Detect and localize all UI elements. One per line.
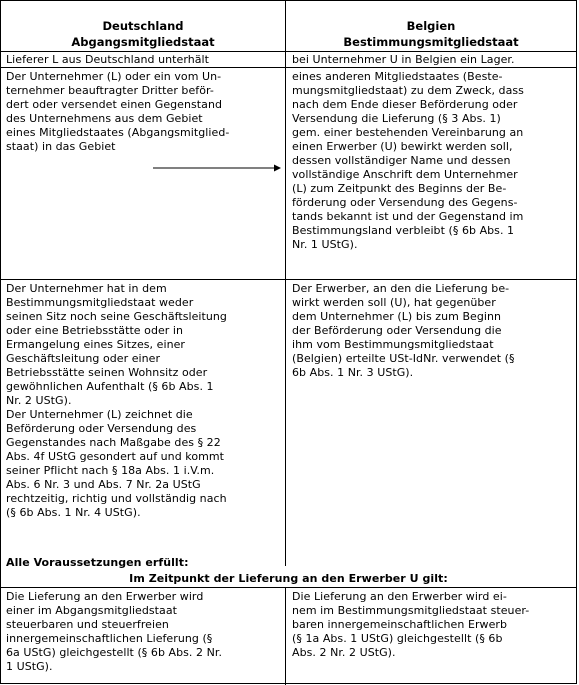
row4-right: Die Lieferung an den Erwerber wird ei- nem im Bestimmungsmitgliedstaat steuer- baren innergemeinschaftlichen Erwerb (§ 1a Abs. 1 UStG) gleichgestellt (§ 6b Abs. 2 Nr. 2 UStG). [292, 590, 530, 659]
conditions-met: Alle Voraussetzungen erfüllt: [6, 556, 189, 569]
row3-left: Der Unternehmer hat in dem Bestimmungsmitgliedstaat weder seinen Sitz noch seine Geschäftsleitung oder eine Betriebsstätte oder in Ermangelung eines Sitzes, einer Geschäftsleitung oder einer Betriebsstätte seinen Wohnsitz oder gewöhnlichen Aufenthalt (§ 6b Abs. 1 Nr. 2 UStG). Der Unternehmer (L) zeichnet die Beförderung oder Versendung des Gegenstandes nach Maßgabe des § 22 Abs. 4f UStG gesondert auf und kommt seiner Pflicht nach § 18a Abs. 1 i.V.m. Abs. 6 Nr. 3 und Abs. 7 Nr. 2a UStG rechtzeitig, richtig und vollständig nach (§ 6b Abs. 1 Nr. 4 UStG). [6, 282, 227, 519]
right-arrow-icon [153, 163, 281, 173]
summary-separator [1, 587, 576, 588]
column-divider-upper [285, 1, 286, 566]
row2-separator [1, 279, 576, 280]
column-divider-lower [285, 587, 286, 685]
row2-left: Der Unternehmer (L) oder ein vom Un- ternehmer beauftragter Dritter beför- dert oder versendet einen Gegenstand des Unternehmens aus dem Gebiet eines Mitgliedstaates (Abgangsmitglied- staat) in das Gebiet [6, 70, 230, 153]
header-right-country: Belgien [406, 19, 456, 33]
row1-left: Lieferer L aus Deutschland unterhält [6, 53, 209, 66]
row1-right: bei Unternehmer U in Belgien ein Lager. [292, 53, 515, 66]
row3-right: Der Erwerber, an den die Lieferung be- wirkt werden soll (U), hat gegenüber dem Unternehmer (L) bis zum Beginn der Beförderung oder Versendung die ihm vom Bestimmungsmitgliedstaat (Belgien) erteilte USt-IdNr. verwendet (§ 6b Abs. 1 Nr. 3 UStG). [292, 282, 515, 379]
row2-right: eines anderen Mitgliedstaates (Beste- mungsmitgliedstaat) zu dem Zweck, dass nach dem Ende dieser Beförderung oder Versendung die Lieferung (§ 3 Abs. 1) gem. einer bestehenden Vereinbarung an einen Erwerber (U) bewirkt werden soll, dessen vollständiger Name und dessen vollständige Anschrift dem Unternehmer (L) zum Zeitpunkt des Beginns der Be- förderung oder Versendung des Gegens- tands bekannt ist und der Gegenstand im Bestimmungsland verbleibt (§ 6b Abs. 1 Nr. 1 UStG). [292, 70, 524, 251]
header-left-country: Deutschland [102, 19, 184, 33]
header-right-role: Bestimmungsmitgliedstaat [343, 35, 519, 49]
header-separator [1, 51, 576, 52]
header-left-role: Abgangsmitgliedstaat [71, 35, 215, 49]
time-of-delivery: Im Zeitpunkt der Lieferung an den Erwerber U gilt: [129, 572, 448, 585]
row1-separator [1, 67, 576, 68]
header-right [286, 18, 576, 50]
row4-left: Die Lieferung an den Erwerber wird einer im Abgangsmitgliedstaat steuerbaren und steuerfreien innergemeinschaftlichen Lieferung (§ 6a UStG) gleichgestellt (§ 6b Abs. 2 Nr. 1 UStG). [6, 590, 222, 673]
header-left [1, 18, 285, 50]
